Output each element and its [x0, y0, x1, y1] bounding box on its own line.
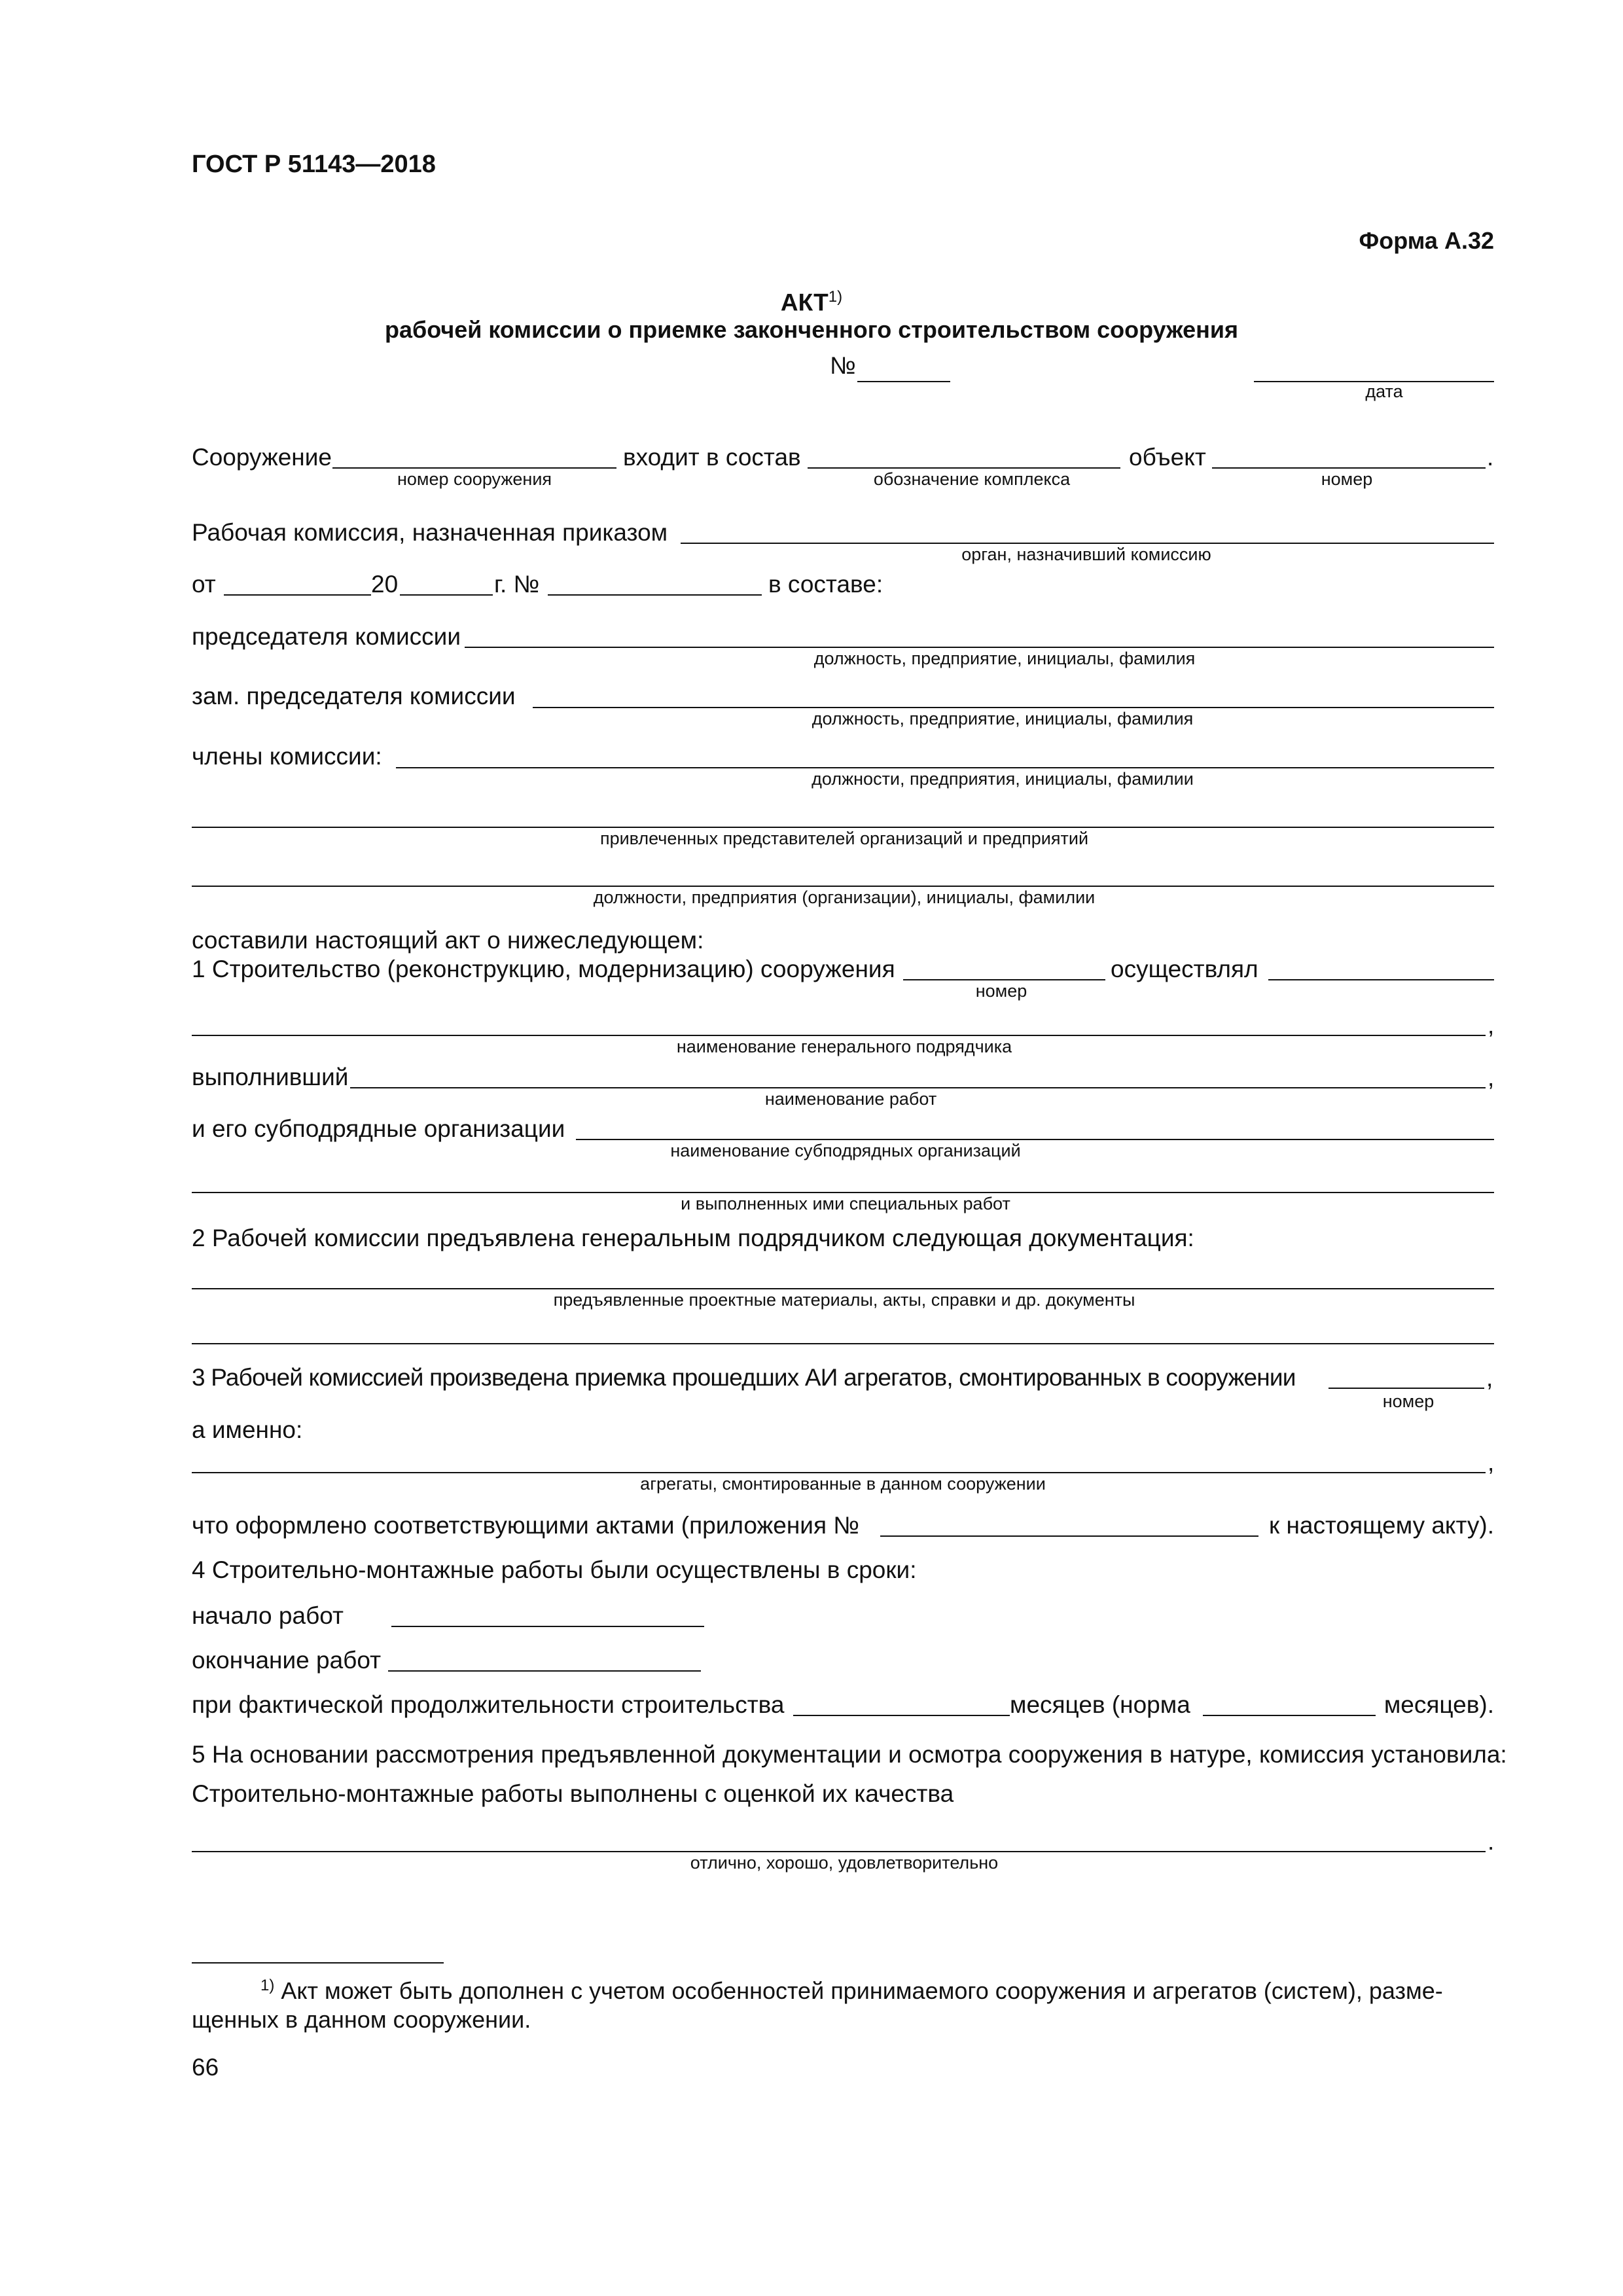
section1-text: 1 Строительство (реконструкцию, модернизацию) сооружения [192, 956, 895, 982]
deputy-caption: должность, предприятие, инициалы, фамилия [812, 709, 1194, 728]
members-label: члены комиссии: [192, 743, 382, 770]
members-caption: должности, предприятия, инициалы, фамилии [812, 769, 1194, 789]
section1-intro: составили настоящий акт о нижеследующем: [192, 927, 704, 954]
form-label: Форма А.32 [1359, 227, 1494, 254]
date-from-label: от [192, 571, 216, 598]
special-works-field[interactable] [192, 1192, 1494, 1193]
footnote-line1 [260, 1978, 1443, 2003]
months-end-label: месяцев). [1383, 1691, 1494, 1718]
subcontractors-caption: наименование субподрядных организаций [670, 1141, 1021, 1160]
norm-months-field[interactable] [1203, 1715, 1376, 1716]
end-label: окончание работ [192, 1647, 382, 1674]
order-organ-field[interactable] [681, 543, 1494, 544]
units-field[interactable] [192, 1472, 1486, 1473]
duration-label: при фактической продолжительности строительства [192, 1691, 785, 1718]
members-field[interactable] [396, 767, 1494, 768]
executed-label: выполнивший [192, 1064, 349, 1090]
invited-details-field[interactable] [192, 886, 1494, 887]
footnote-mark: 1) [260, 1977, 275, 1994]
order-day-month-field[interactable] [224, 594, 371, 596]
object-number-caption: номер [1321, 469, 1373, 489]
works-comma: , [1488, 1064, 1495, 1091]
contractor-comma: , [1488, 1012, 1495, 1039]
section4-text: 4 Строительно-монтажные работы были осуществлены в сроки: [192, 1556, 917, 1583]
general-contractor-field-start[interactable] [1268, 979, 1494, 980]
commission-appointed-label: Рабочая комиссия, назначенная приказом [192, 519, 668, 546]
part-of-label: входит в состав [623, 444, 801, 471]
order-year-field[interactable] [400, 594, 493, 596]
units-caption: агрегаты, смонтированные в данном сооружении [640, 1474, 1046, 1494]
invited-details-caption: должности, предприятия (организации), инициалы, фамилии [593, 888, 1096, 907]
section3-structure-number-field[interactable] [1329, 1388, 1484, 1389]
months-label: месяцев (норма [1010, 1691, 1190, 1718]
contractor-caption: наименование генерального подрядчика [676, 1037, 1012, 1056]
special-works-caption: и выполненных ими специальных работ [681, 1194, 1010, 1213]
section3-comma: , [1486, 1365, 1493, 1391]
section3-text: 3 Рабочей комиссией произведена приемка прошедших АИ агрегатов, смонтированных в сооружении [192, 1364, 1296, 1391]
date-caption: дата [1365, 382, 1403, 401]
footnote-line2: щенных в данном сооружении. [192, 2006, 531, 2033]
documents-field[interactable] [192, 1288, 1494, 1289]
deputy-field[interactable] [533, 707, 1494, 708]
page-number: 66 [192, 2054, 219, 2081]
act-title [781, 289, 842, 314]
invited-field[interactable] [192, 827, 1494, 828]
act-subtitle: рабочей комиссии о приемке законченного строительством сооружения [384, 316, 1239, 343]
acts-label: что оформлено соответствующими актами (приложения № [192, 1512, 859, 1539]
structure-number-field[interactable] [332, 467, 616, 469]
section1-structure-number-field[interactable] [903, 979, 1105, 980]
invited-caption: привлеченных представителей организаций и предприятий [599, 829, 1089, 848]
works-caption: наименование работ [764, 1089, 937, 1109]
order-number-field[interactable] [548, 594, 762, 596]
structure-row-end: . [1487, 444, 1494, 471]
chairman-label: председателя комиссии [192, 623, 461, 650]
chairman-field[interactable] [465, 647, 1494, 648]
end-date-field[interactable] [388, 1670, 701, 1672]
structure-label: Сооружение [192, 444, 332, 471]
section1-number-caption: номер [975, 981, 1027, 1001]
year-prefix: 20 [371, 571, 399, 598]
complex-field[interactable] [808, 467, 1120, 469]
section3-number-caption: номер [1382, 1391, 1435, 1411]
namely-label: а именно: [192, 1416, 303, 1443]
footnote-divider [192, 1962, 444, 1964]
standard-number: ГОСТ Р 51143—2018 [192, 151, 436, 178]
object-label: объект [1129, 444, 1206, 471]
structure-number-caption: номер сооружения [397, 469, 552, 489]
act-number-label: № [830, 352, 856, 379]
section2-text: 2 Рабочей комиссии предъявлена генеральным подрядчиком следующая документация: [192, 1225, 1194, 1251]
acts-end-label: к настоящему акту). [1268, 1512, 1494, 1539]
quality-end: . [1488, 1828, 1495, 1855]
appendix-number-field[interactable] [880, 1535, 1258, 1537]
general-contractor-field[interactable] [192, 1035, 1486, 1036]
footnote-text-line1: Акт может быть дополнен с учетом особенностей принимаемого сооружения и агрегатов (систем), разме- [281, 1977, 1443, 2004]
composition-label: в составе: [768, 571, 883, 598]
documents-caption: предъявленные проектные материалы, акты, справки и др. документы [553, 1290, 1135, 1310]
subcontractors-field[interactable] [576, 1139, 1494, 1140]
units-comma: , [1488, 1449, 1495, 1476]
start-label: начало работ [192, 1602, 344, 1629]
quality-caption: отлично, хорошо, удовлетворительно [690, 1853, 999, 1873]
performed-label: осуществлял [1111, 956, 1258, 982]
subcontractors-label: и его субподрядные организации [192, 1115, 565, 1142]
act-title-text: АКТ [780, 289, 829, 316]
act-number-field[interactable] [857, 381, 950, 382]
works-field[interactable] [350, 1087, 1486, 1088]
quality-field[interactable] [192, 1851, 1486, 1852]
footnote-ref: 1) [828, 288, 843, 306]
quality-label: Строительно-монтажные работы выполнены с оценкой их качества [192, 1780, 954, 1807]
year-suffix-label: г. № [494, 571, 540, 598]
object-number-field[interactable] [1212, 467, 1486, 469]
duration-months-field[interactable] [793, 1715, 1010, 1716]
order-organ-caption: орган, назначивший комиссию [961, 545, 1211, 564]
complex-caption: обозначение комплекса [873, 469, 1071, 489]
documents-field-2[interactable] [192, 1343, 1494, 1344]
chairman-caption: должность, предприятие, инициалы, фамилия [813, 649, 1196, 668]
section5-text: 5 На основании рассмотрения предъявленной документации и осмотра сооружения в натуре, комиссия установила: [192, 1741, 1507, 1768]
start-date-field[interactable] [391, 1626, 704, 1627]
deputy-label: зам. председателя комиссии [192, 683, 516, 709]
